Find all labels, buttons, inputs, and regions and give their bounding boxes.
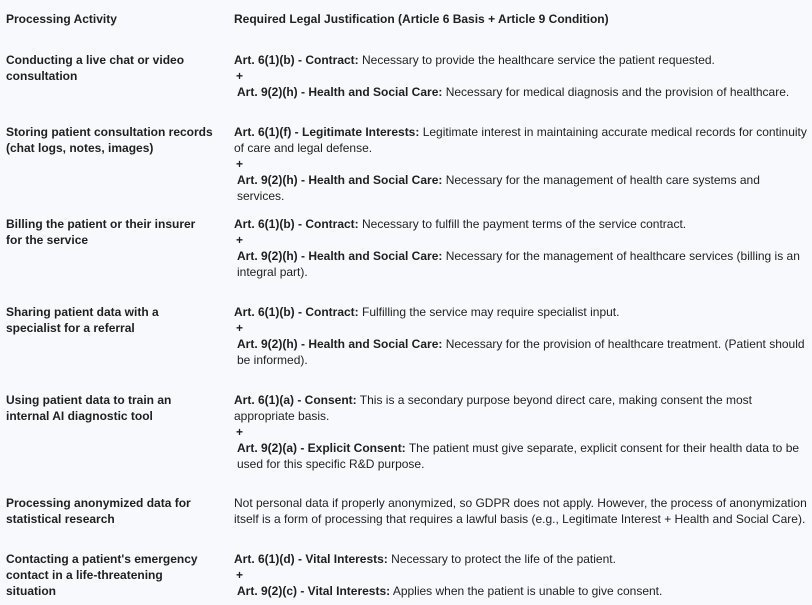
article-6-label: Art. 6(1)(b) - Contract: (234, 217, 359, 231)
article-6-label: Art. 6(1)(f) - Legitimate Interests: (234, 125, 420, 139)
article-9-text: Necessary for medical diagnosis and the provision of healthcare. (445, 85, 790, 99)
header-processing-activity: Processing Activity (6, 12, 117, 26)
table-row (0, 380, 812, 483)
plus-sign: + (236, 321, 244, 335)
article-9-label: Art. 9(2)(a) - Explicit Consent: (237, 441, 406, 455)
article-6-label: Art. 6(1)(b) - Contract: (234, 305, 359, 319)
activity-cell: Storing patient consultation records (chat logs, notes, images) (6, 125, 213, 155)
activity-cell: Using patient data to train an internal AI diagnostic tool (6, 393, 172, 423)
article-6-text: Legitimate interest in maintaining accurate medical records for continuity of care and legal defense. (234, 125, 807, 155)
justification-text: Not personal data if properly anonymized, so GDPR does not apply. However, the process of anonymization itself is a form of processing that requires a lawful basis (e.g., Legitimate Interest + Health and Social Care). (234, 496, 807, 526)
activity-cell: Processing anonymized data for statistical research (6, 496, 191, 526)
justification-cell (227, 483, 812, 539)
article-9-text: Necessary for the management of healthcare services (billing is an integral part). (237, 249, 800, 279)
article-6-text: Necessary to provide the healthcare service the patient requested. (362, 53, 715, 67)
article-9-label: Art. 9(2)(c) - Vital Interests: (237, 584, 391, 598)
plus-sign: + (236, 157, 244, 171)
article-9-text: Applies when the patient is unable to give consent. (392, 584, 663, 598)
article-9-label: Art. 9(2)(h) - Health and Social Care: (237, 249, 443, 263)
justification-cell (227, 292, 812, 380)
activity-cell: Sharing patient data with a specialist for a referral (6, 305, 159, 335)
table-row (0, 292, 812, 380)
article-9-text: The patient must give separate, explicit consent for their health data to be used for this specific R&D purpose. (237, 441, 800, 471)
justification-cell (227, 40, 812, 112)
activity-cell: Conducting a live chat or video consultation (6, 53, 185, 83)
justification-cell (227, 539, 812, 599)
article-6-text: Necessary to protect the life of the patient. (391, 552, 616, 566)
article-6-label: Art. 6(1)(b) - Contract: (234, 53, 359, 67)
plus-sign: + (236, 69, 244, 83)
table-row (0, 112, 812, 204)
table-header-row (0, 0, 812, 40)
article-9-text: Necessary for the management of health care systems and services. (237, 173, 760, 203)
article-6-text: Fulfilling the service may require specialist input. (362, 305, 620, 319)
plus-sign: + (236, 568, 244, 582)
header-legal-justification: Required Legal Justification (Article 6 Basis + Article 9 Condition) (234, 12, 609, 26)
justification-cell (227, 112, 812, 204)
table-row (0, 204, 812, 292)
article-6-label: Art. 6(1)(a) - Consent: (234, 393, 357, 407)
article-9-label: Art. 9(2)(h) - Health and Social Care: (237, 173, 443, 187)
activity-cell: Contacting a patient's emergency contact in a life-threatening situation (6, 552, 198, 598)
article-6-label: Art. 6(1)(d) - Vital Interests: (234, 552, 388, 566)
plus-sign: + (236, 425, 244, 439)
justification-cell (227, 380, 812, 483)
activity-cell: Billing the patient or their insurer for the service (6, 217, 196, 247)
article-6-text: Necessary to fulfill the payment terms of the service contract. (362, 217, 687, 231)
plus-sign: + (236, 233, 244, 247)
article-9-text: Necessary for the provision of healthcare treatment. (Patient should be informed). (237, 337, 805, 367)
justification-cell (227, 204, 812, 292)
article-9-label: Art. 9(2)(h) - Health and Social Care: (237, 337, 443, 351)
table-row (0, 539, 812, 599)
table-row (0, 40, 812, 112)
table-row (0, 483, 812, 539)
article-9-label: Art. 9(2)(h) - Health and Social Care: (237, 85, 443, 99)
article-6-text: This is a secondary purpose beyond direct care, making consent the most appropriate basis. (234, 393, 752, 423)
